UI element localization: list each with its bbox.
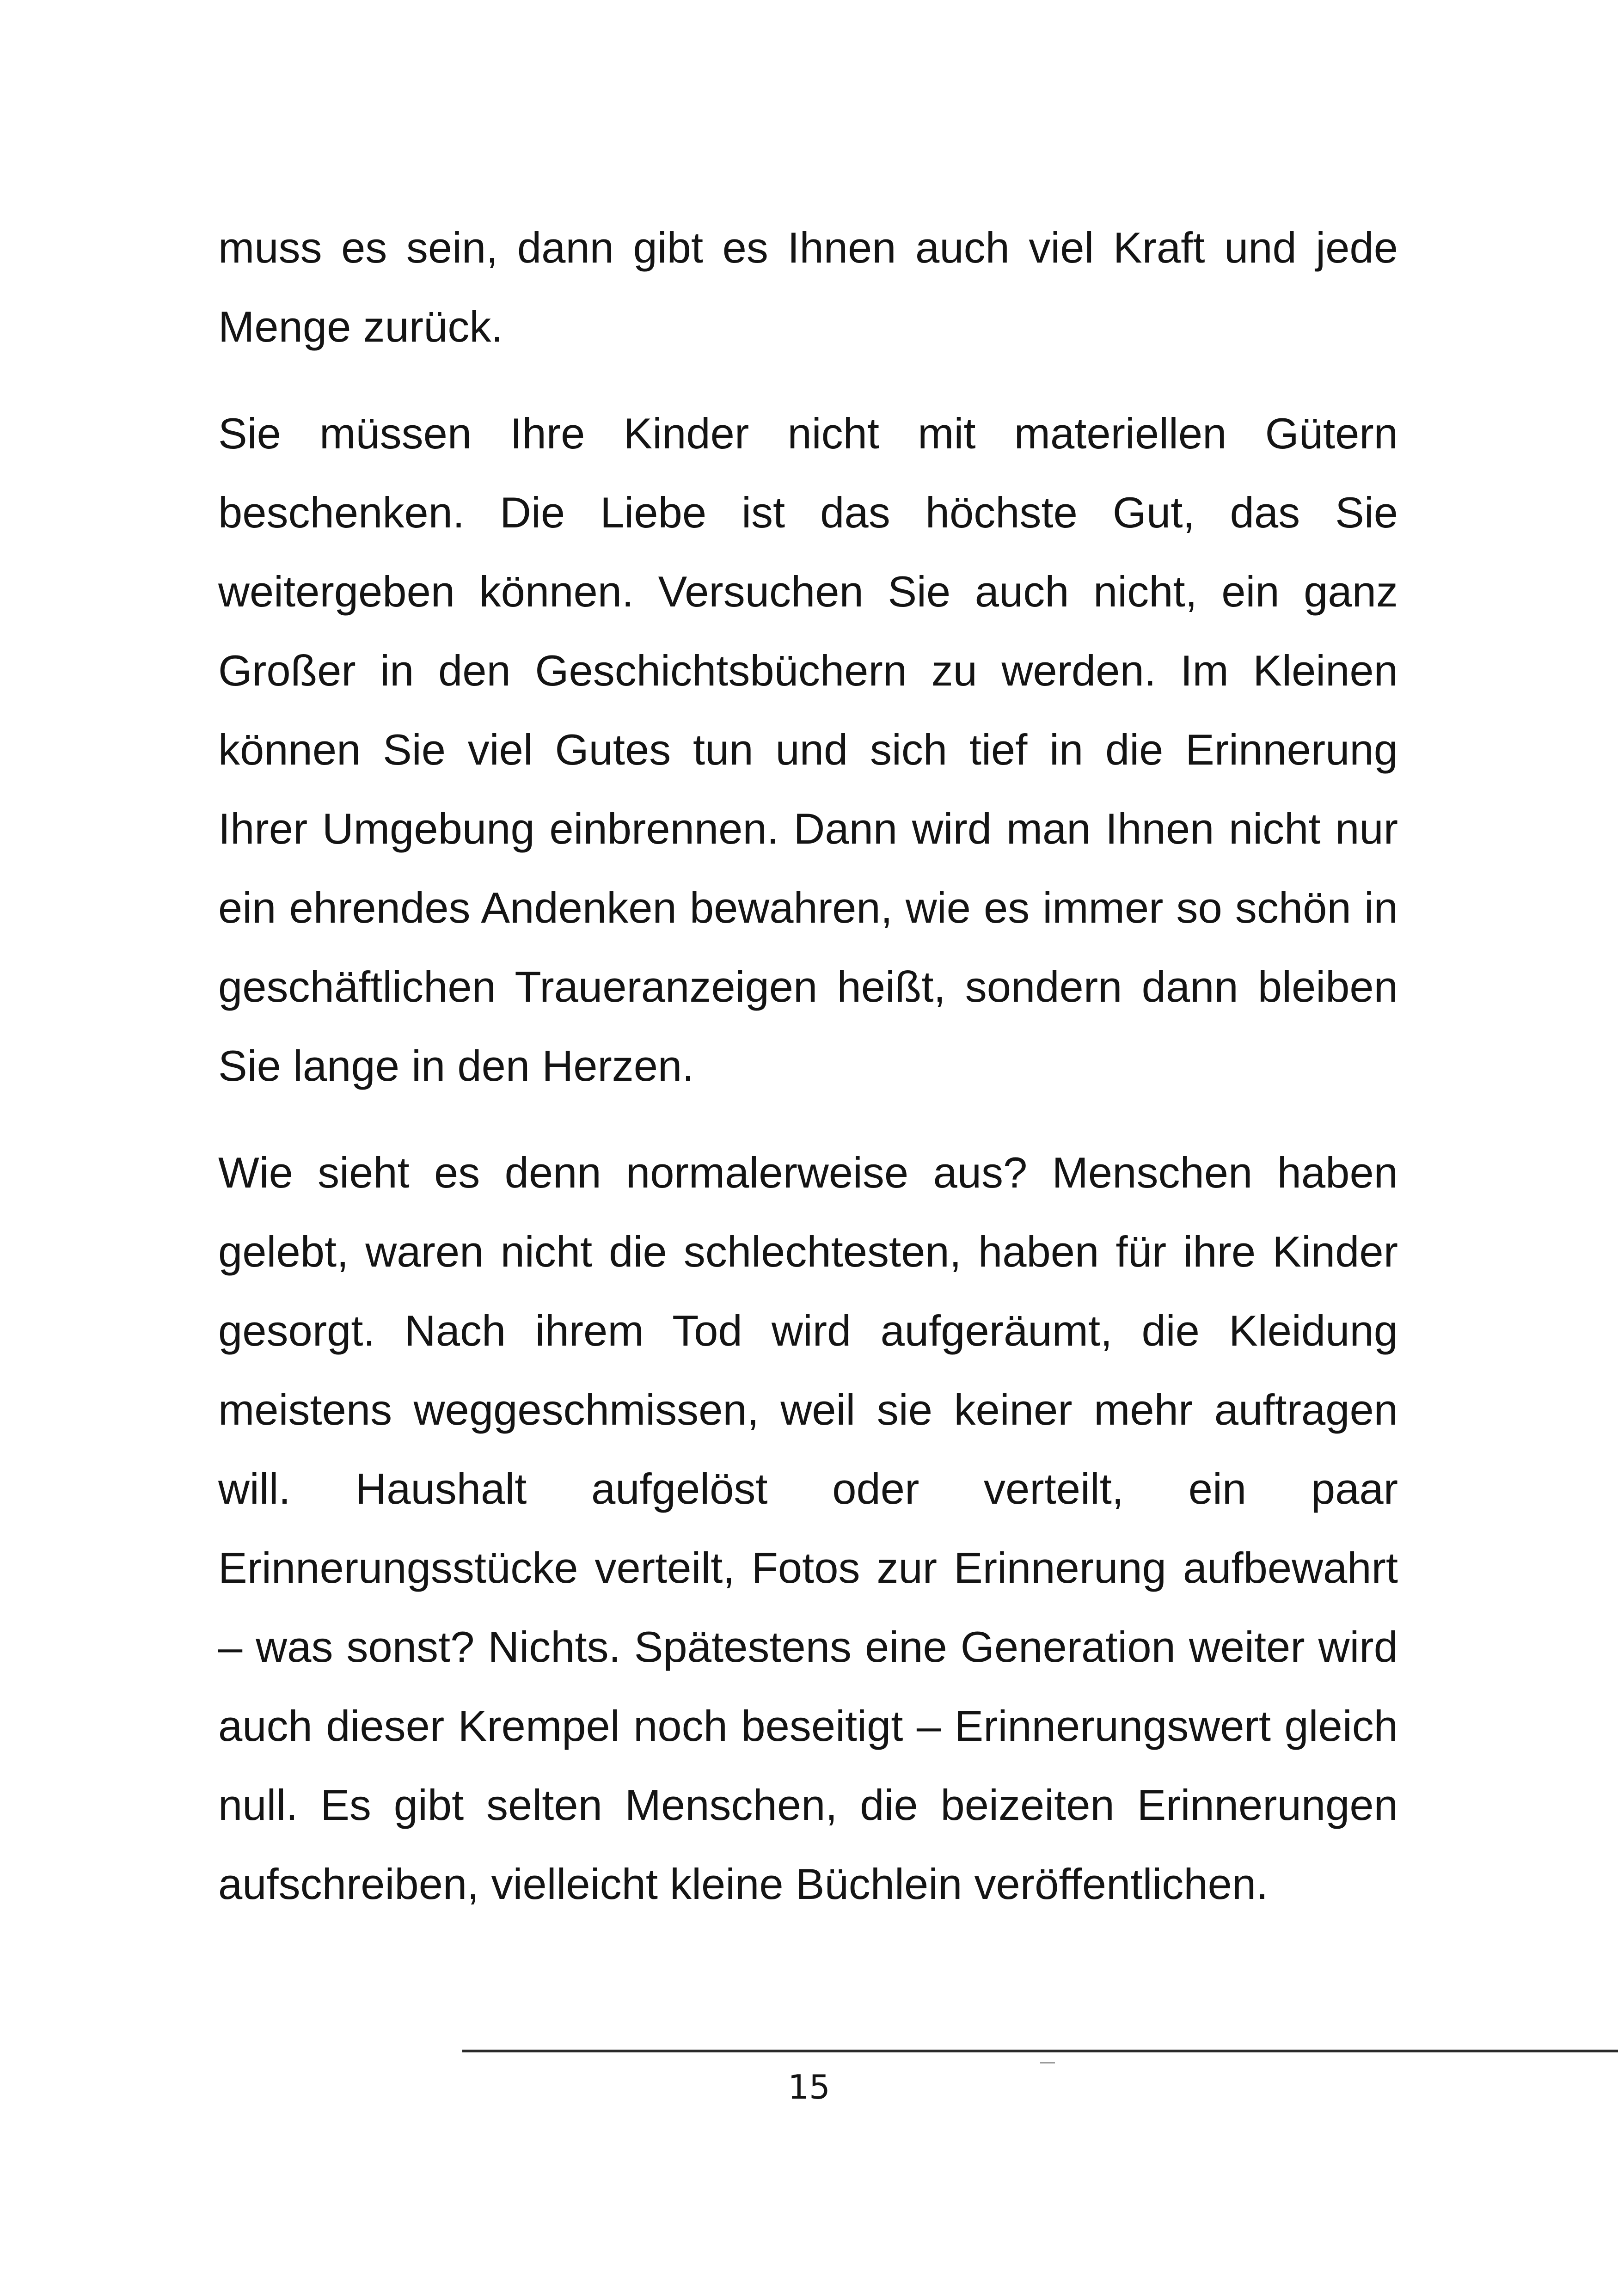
footer-divider <box>462 2050 1618 2052</box>
page-number: 15 <box>788 2068 830 2106</box>
paragraph: Sie müssen Ihre Kinder nicht mit materiellen Gütern beschenken. Die Liebe ist das höchste Gut, das Sie weitergeben können. Versuchen Sie auch nicht, ein ganz Großer in den Geschichtsbüchern zu werden. Im Kleinen können Sie viel Gutes tun und sich tief in die Erinnerung Ihrer Umgebung einbrennen. Dann wird man Ihnen nicht nur ein ehrendes Andenken bewahren, wie es immer so schön in geschäftlichen Traueranzeigen heißt, sondern dann bleiben Sie lange in den Herzen. <box>218 409 1398 1090</box>
paragraph: muss es sein, dann gibt es Ihnen auch viel Kraft und jede Menge zurück. <box>218 223 1398 351</box>
footer-mark <box>1040 2062 1055 2063</box>
body-text <box>218 208 1398 1923</box>
paragraph: Wie sieht es denn normalerweise aus? Menschen haben gelebt, waren nicht die schlechtesten, haben für ihre Kinder gesorgt. Nach ihrem Tod wird aufgeräumt, die Kleidung meistens weggeschmissen, weil sie keiner mehr auftragen will. Haushalt aufgelöst oder verteilt, ein paar Erinnerungsstücke verteilt, Fotos zur Erinnerung aufbewahrt – was sonst? Nichts. Spätestens eine Generation weiter wird auch dieser Krempel noch beseitigt – Erinnerungswert gleich null. Es gibt selten Menschen, die beizeiten Erinnerungen aufschreiben, vielleicht kleine Büchlein veröffentlichen. <box>218 1148 1398 1908</box>
